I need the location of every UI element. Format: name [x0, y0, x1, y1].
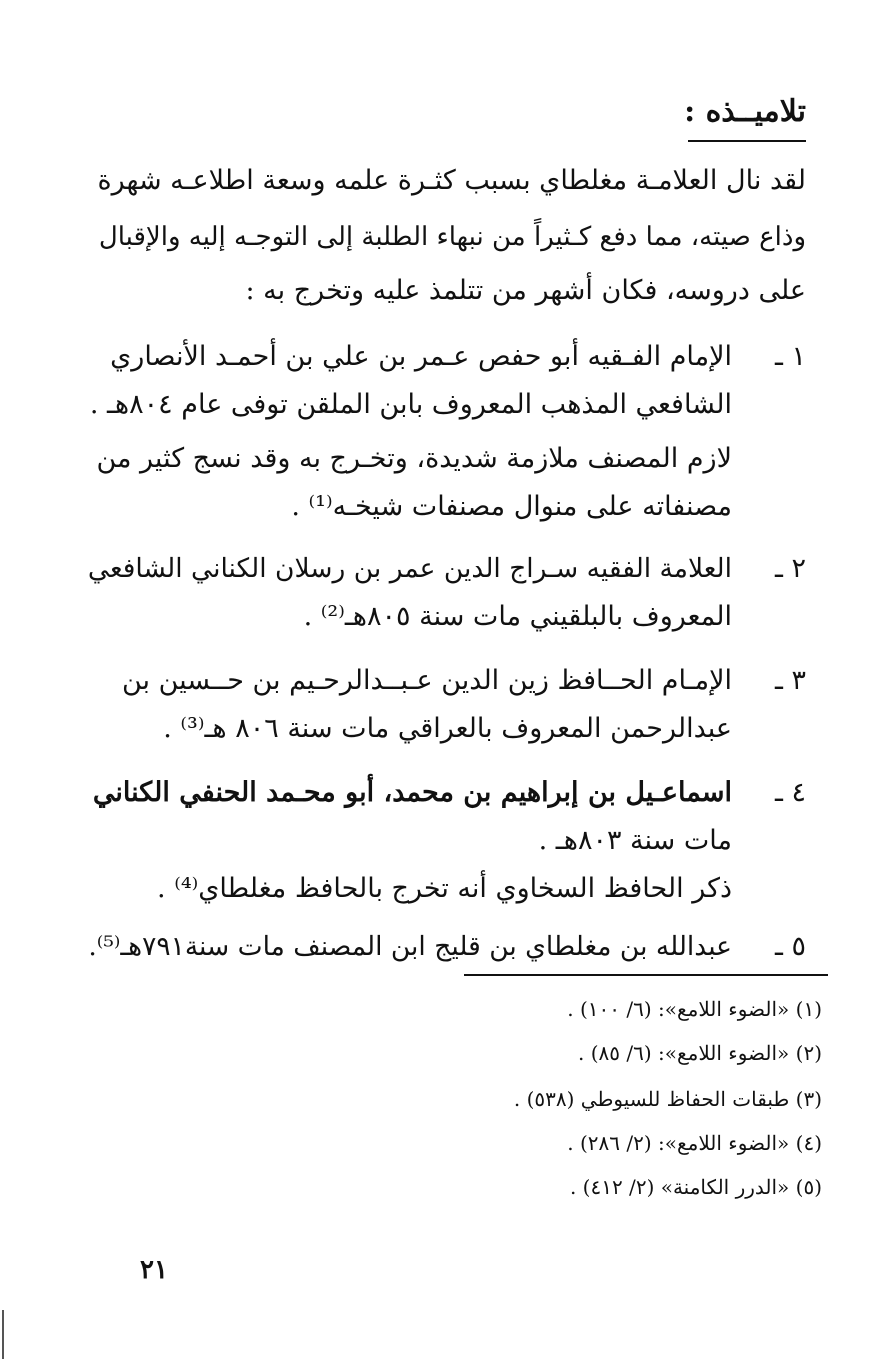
- footnote: (٢) «الضوء اللامع»: (٦/ ٨٥) .: [578, 1041, 822, 1065]
- paragraph-line: وذاع صيته، مما دفع كـثيراً من نبهاء الطلبة إلى التوجـه إليه والإقبال: [98, 222, 806, 252]
- footnote: (٤) «الضوء اللامع»: (٢/ ٢٨٦) .: [567, 1131, 822, 1155]
- list-item-line: مات سنة ٨٠٣هـ .: [538, 825, 732, 856]
- paragraph-line: على دروسه، فكان أشهر من تتلمذ عليه وتخرج به :: [245, 275, 806, 306]
- list-item-line: اسماعـيل بن إبراهيم بن محمد، أبو محـمد الحنفي الكناني: [92, 777, 732, 808]
- list-item-line: الإمام الفـقيه أبو حفص عـمر بن علي بن أحمـد الأنصاري: [110, 341, 732, 372]
- list-item-number: ٤ ـ: [774, 777, 806, 808]
- list-item-note: ذكر الحافظ السخاوي أنه تخرج بالحافظ مغلطاي⁽⁴⁾ .: [157, 873, 732, 904]
- list-item-line: العلامة الفقيه سـراج الدين عمر بن رسلان الكناني الشافعي: [87, 553, 732, 584]
- list-item-note: مصنفاته على منوال مصنفات شيخـه⁽¹⁾ .: [291, 491, 732, 522]
- list-item-line: عبدالله بن مغلطاي بن قليج ابن المصنف مات سنة٧٩١هـ⁽⁵⁾.: [88, 931, 732, 962]
- footnote: (١) «الضوء اللامع»: (٦/ ١٠٠) .: [567, 997, 822, 1021]
- list-item-number: ١ ـ: [774, 341, 806, 372]
- heading-underline: [688, 140, 806, 142]
- list-item-number: ٣ ـ: [774, 665, 806, 696]
- list-item-line: المعروف بالبلقيني مات سنة ٨٠٥هـ⁽²⁾ .: [303, 601, 732, 632]
- list-item-line: الإمـام الحــافظ زين الدين عـبــدالرحـيم بن حــسين بن: [121, 665, 732, 696]
- section-heading: تلاميــذه :: [684, 94, 806, 129]
- list-item-number: ٥ ـ: [774, 931, 806, 962]
- list-item-note: لازم المصنف ملازمة شديدة، وتخـرج به وقد نسج كثير من: [96, 443, 732, 474]
- list-item-line: الشافعي المذهب المعروف بابن الملقن توفى عام ٨٠٤هـ .: [89, 389, 732, 420]
- footnote: (٥) «الدرر الكامنة» (٢/ ٤١٢) .: [569, 1175, 822, 1199]
- scan-edge-mark: [2, 1310, 4, 1359]
- list-item-number: ٢ ـ: [774, 553, 806, 584]
- page-number: ٢١: [140, 1255, 168, 1285]
- footnote: (٣) طبقات الحفاظ للسيوطي (٥٣٨) .: [513, 1087, 822, 1111]
- paragraph-line: لقد نال العلامـة مغلطاي بسبب كثـرة علمه وسعة اطلاعـه شهرة: [97, 165, 806, 196]
- footnote-separator: [464, 974, 828, 976]
- list-item-line: عبدالرحمن المعروف بالعراقي مات سنة ٨٠٦ هـ⁽³⁾ .: [163, 713, 732, 744]
